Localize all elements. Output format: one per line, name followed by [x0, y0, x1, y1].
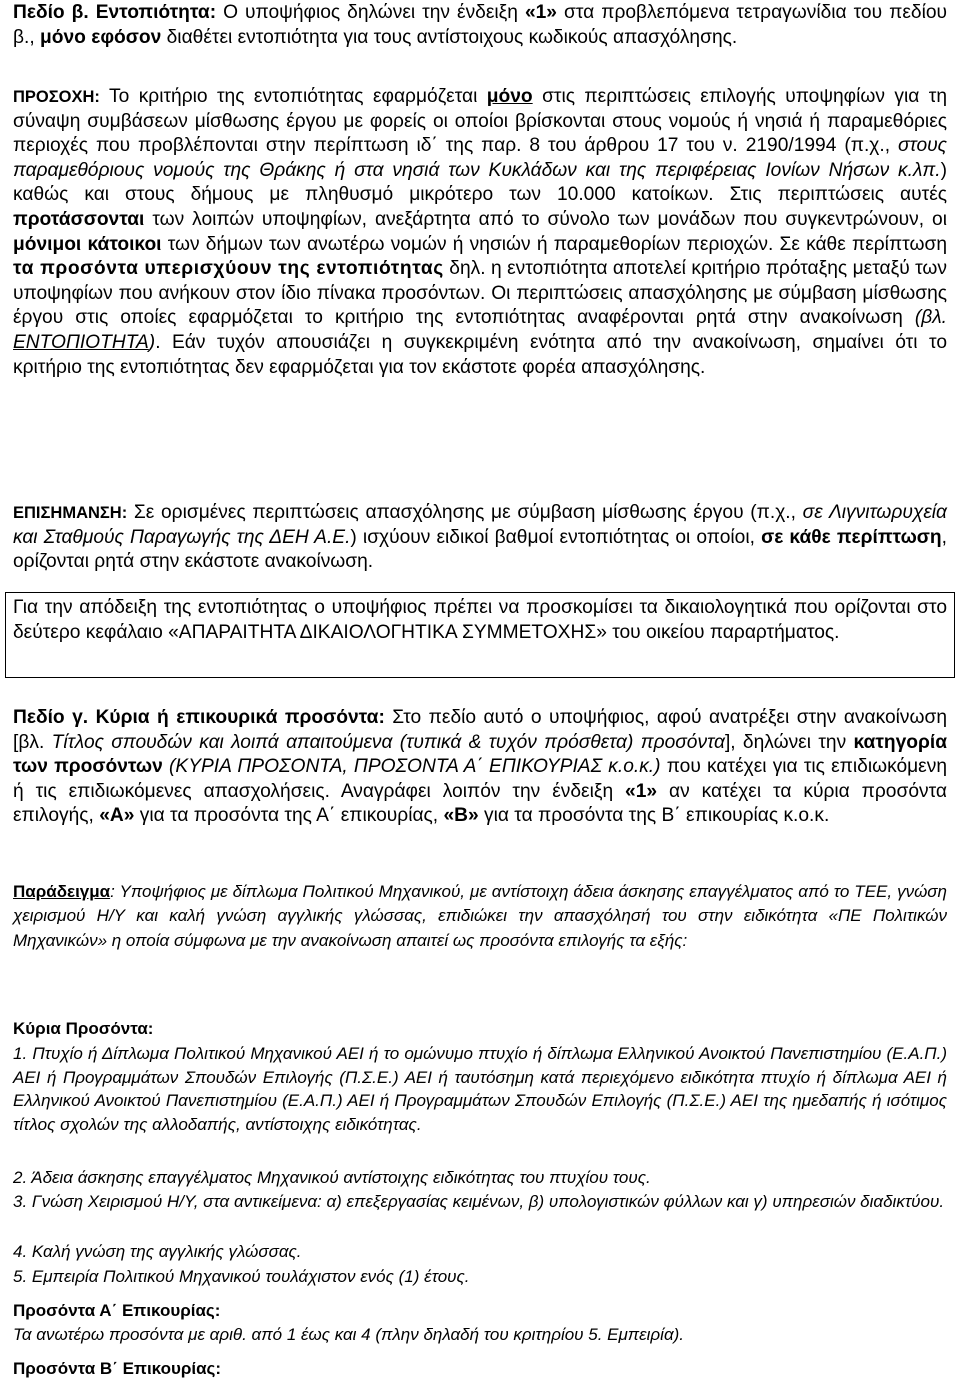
- italic-run: Τίτλος σπουδών και λοιπά απαιτούμενα (τυπικά & τυχόν πρόσθετα) προσόντα: [51, 731, 725, 753]
- field-c-paragraph: [13, 706, 947, 829]
- list-item-text: 5. Εμπειρία Πολιτικού Μηχανικού τουλάχιστον ενός (1) έτους.: [13, 1267, 470, 1286]
- text-run: ) καθώς και στους δήμους με πληθυσμό μικρότερο των 10.000 κατοίκων. Στις περιπτώσεις αυτές: [13, 159, 947, 206]
- text-run: Στο πεδίο αυτό ο υποψήφιος, αφού ανατρέξει στην ανακοίνωση [βλ.: [13, 707, 948, 753]
- bold-run: προτάσσονται: [13, 208, 145, 230]
- attention-label: ΠΡΟΣΟΧΗ:: [13, 88, 100, 106]
- italic-run: ): [148, 331, 156, 353]
- text-run: που κατέχει για τις επιδιωκόμενη ή τις επιδιωκόμενες απασχολήσεις. Αναγράφει λοιπόν την ένδειξη: [13, 756, 948, 802]
- example-label: Παράδειγμα: [13, 882, 111, 901]
- italic-run: (βλ.: [914, 307, 947, 329]
- main-quals-item-1: [13, 1042, 947, 1136]
- aux-a-body: Τα ανωτέρω προσόντα με αριθ. από 1 έως και 4 (πλην δηλαδή του κριτηρίου 5. Εμπειρία).: [13, 1325, 685, 1344]
- aux-b-title-text: Προσόντα Β΄ Επικουρίας:: [13, 1359, 222, 1378]
- field-b-paragraph: [13, 1, 947, 50]
- note-label: ΕΠΙΣΗΜΑΝΣΗ:: [13, 504, 128, 522]
- marker-1: «1»: [524, 2, 557, 23]
- list-item-text: 1. Πτυχίο ή Δίπλωμα Πολιτικού Μηχανικού ΑΕΙ ή το ομώνυμο πτυχίο ή δίπλωμα Ελληνικού Ανοικτού Πανεπιστημίου (Ε.Α.Π.) ΑΕΙ ή Προγραμμάτων Σπουδών Επιλογής (Π.Σ.Ε.) ΑΕΙ ή ταυτόσημη κατά περιεχόμενο ειδικότητα πτυχίο ή δίπλωμα ΑΕΙ ή Ελληνικού Ανοικτού Πανεπιστημίου (Ε.Α.Π.) ΑΕΙ ή Προγραμμάτων Σπουδών Επιλογής (Π.Σ.Ε.) ΑΕΙ της ημεδαπής ή ισότιμος τίτλος σχολών της αλλοδαπής, αντίστοιχης ειδικότητας.: [13, 1044, 947, 1134]
- list-item-text: 4. Καλή γνώση της αγγλικής γλώσσας.: [13, 1242, 302, 1261]
- text-run: ], δηλώνει την: [724, 731, 854, 753]
- only-emphasis: μόνο: [486, 86, 533, 107]
- text-run: στις περιπτώσεις επιλογής υποψηφίων για τη σύναψη συμβάσεων μίσθωσης έργου με φορείς οι οποίοι βρίσκονται στους νομούς ή νησιά ή παραμεθόριες περιοχές που προβλέπονται στην περίπτωση ιδ΄ της παρ. 8 του άρθρου 17 του ν. 2190/1994 (π.χ.,: [13, 86, 947, 157]
- note-paragraph: [13, 501, 947, 575]
- text-run: των λοιπών υποψηφίων, ανεξάρτητα από το σύνολο των μονάδων που συγκεντρώνουν, οι: [144, 208, 947, 230]
- main-quals-item-3: [13, 1190, 947, 1214]
- text-run: για τα προσόντα της Β΄ επικουρίας κ.ο.κ.: [478, 805, 830, 827]
- text-run: Ο υποψήφιος δηλώνει την ένδειξη: [216, 2, 525, 23]
- bold-run: τα προσόντα υπερισχύουν της εντοπιότητας: [13, 258, 444, 280]
- locality-link-text: ΕΝΤΟΠΙΟΤΗΤΑ: [13, 331, 149, 353]
- list-item-text: 2. Άδεια άσκησης επαγγέλματος Μηχανικού αντίστοιχης ειδικότητας του πτυχίου τους.: [13, 1168, 651, 1187]
- main-quals-item-5: [13, 1265, 947, 1289]
- field-c-heading: Πεδίο γ. Κύρια ή επικουρικά προσόντα:: [13, 707, 385, 728]
- proof-box-text: Για την απόδειξη της εντοπιότητας ο υποψήφιος πρέπει να προσκομίσει τα δικαιολογητικά που ορίζονται στο δεύτερο κεφάλαιο «ΑΠΑΡΑΙΤΗΤΑ ΔΙΚΑΙΟΛΟΓΗΤΙΚΑ ΣΥΜΜΕΤΟΧΗΣ» του οικείου παραρτήματος.: [13, 597, 947, 643]
- text-run: δηλ. η εντοπιότητα αποτελεί κριτήριο πρόταξης μεταξύ των υποψηφίων που ανήκουν στον ίδιο πίνακα προσόντων. Οι περιπτώσεις απασχόλησης με σύμβαση μίσθωσης έργου στις οποίες εφαρμόζεται το κριτήριο της εντοπιότητας αναφέρονται ρητά στην ανακοίνωση: [13, 258, 948, 329]
- italic-run: (ΚΥΡΙΑ ΠΡΟΣΟΝΤΑ, ΠΡΟΣΟΝΤΑ Α΄ ΕΠΙΚΟΥΡΙΑΣ κ.ο.κ.): [162, 756, 661, 778]
- text-run: για τα προσόντα της Α΄ επικουρίας,: [134, 805, 444, 827]
- main-quals-title-text: Κύρια Προσόντα:: [13, 1019, 154, 1038]
- bold-run: σε κάθε περίπτωση: [761, 526, 942, 548]
- list-item-text: 3. Γνώση Χειρισμού Η/Υ, στα αντικείμενα: α) επεξεργασίας κειμένων, β) υπολογιστικών φύλλων και γ) υπηρεσιών διαδικτύου.: [13, 1192, 945, 1211]
- aux-b-title: [13, 1357, 947, 1381]
- marker-b: «Β»: [443, 805, 479, 827]
- aux-a-title: [13, 1299, 947, 1323]
- text-run: , ορίζονται ρητά στην εκάστοτε ανακοίνωση.: [13, 526, 947, 573]
- text-run: διαθέτει εντοπιότητα για τους αντίστοιχους κωδικούς απασχόλησης.: [161, 26, 738, 48]
- text-run: των δήμων των ανωτέρω νομών ή νησιών ή παραμεθορίων περιοχών. Σε κάθε περίπτωση: [161, 233, 947, 255]
- marker-a: «Α»: [99, 805, 135, 827]
- italic-run: στους παραμεθόριους νομούς της Θράκης ή στα νησιά των Κυκλάδων και της περιφέρειας Ιονίων Νήσων κ.λπ.: [13, 135, 948, 181]
- main-quals-item-4: [13, 1240, 947, 1264]
- text-run: στα προβλεπόμενα τετραγωνίδια του πεδίου β.,: [13, 2, 948, 48]
- italic-run: σε Λιγνιτωρυχεία και Σταθμούς Παραγωγής της ΔΕΗ Α.Ε.: [13, 502, 947, 548]
- text-run: . Εάν τυχόν απουσιάζει η συγκεκριμένη ενότητα από την ανακοίνωση, σημαίνει ότι το κριτήριο της εντοπιότητας δεν εφαρμόζεται για τον εκάστοτε φορέα απασχόλησης.: [13, 331, 947, 378]
- example-text: : Υποψήφιος με δίπλωμα Πολιτικού Μηχανικού, με αντίστοιχη άδεια άσκησης επαγγέλματος από το ΤΕΕ, γνώση χειρισμού Η/Υ και καλή γνώση αγγλικής γλώσσας, επιδιώκει την απασχόλησή του στην ειδικότητα «ΠΕ Πολιτικών Μηχανικών» η οποία σύμφωνα με την ανακοίνωση απαιτεί ως προσόντα επιλογής τα εξής:: [13, 882, 947, 950]
- marker-1: «1»: [625, 780, 658, 802]
- text-run: αν κατέχει τα κύρια προσόντα επιλογής,: [13, 780, 947, 827]
- field-b-heading: Πεδίο β. Εντοπιότητα:: [13, 2, 217, 23]
- bold-run: κατηγορία των προσόντων: [13, 731, 948, 778]
- main-quals-title: [13, 1017, 947, 1041]
- aux-a-text: [13, 1323, 947, 1347]
- text-run: Σε ορισμένες περιπτώσεις απασχόλησης με σύμβαση μίσθωσης έργου (π.χ.,: [127, 502, 796, 523]
- aux-a-title-text: Προσόντα Α΄ Επικουρίας:: [13, 1301, 221, 1320]
- text-run: ) ισχύουν ειδικοί βαθμοί εντοπιότητας οι οποίοι,: [350, 526, 762, 548]
- bold-run: μόνιμοι κάτοικοι: [13, 233, 162, 255]
- only-if-emphasis: μόνο εφόσον: [40, 26, 162, 48]
- example-paragraph: [13, 880, 947, 953]
- main-quals-item-2: [13, 1166, 947, 1190]
- text-run: Το κριτήριο της εντοπιότητας εφαρμόζεται: [99, 86, 487, 107]
- attention-paragraph: [13, 85, 947, 380]
